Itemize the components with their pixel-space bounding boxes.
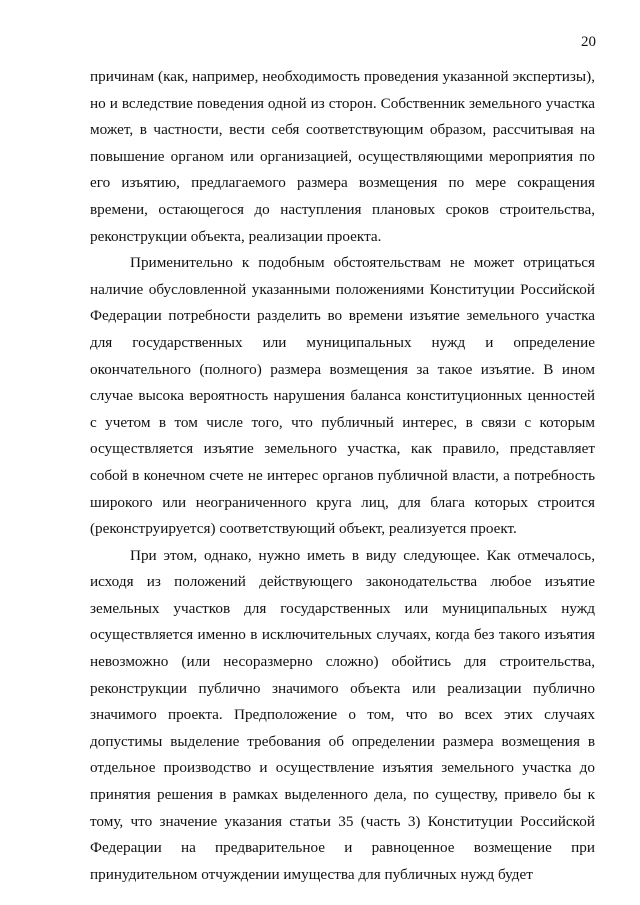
paragraph: При этом, однако, нужно иметь в виду следующее. Как отмечалось, исходя из положений действующего законодательства любое изъятие земельных участков для государственных или муниципальных нужд осуществляется именно в исключительных случаях, когда без такого изъятия невозможно (или несоразмерно сложно) обойтись для строительства, реконструкции публично значимого объекта или реализации публично значимого проекта. Предположение о том, что во всех этих случаях допустимы выделение требования об определении размера возмещения в отдельное производство и осуществление изъятия земельного участка до принятия решения в рамках выделенного дела, по существу, привело бы к тому, что значение указания статьи 35 (часть 3) Конституции Российской Федерации на предварительное и равноценное возмещение при принудительном отчуждении имущества для публичных нужд будет [90, 546, 595, 883]
paragraph: Применительно к подобным обстоятельствам не может отрицаться наличие обусловленной указанными положениями Конституции Российской Федерации потребности разделить во времени изъятие земельного участка для государственных или муниципальных нужд и определение окончательного (полного) размера возмещения за такое изъятие. В ином случае высока вероятность нарушения баланса конституционных ценностей с учетом в том числе того, что публичный интерес, в связи с которым осуществляется изъятие земельного участка, как правило, представляет собой в конечном счете не интерес органов публичной власти, а потребность широкого или неограниченного круга лиц, для блага которых строится (реконструируется) соответствующий объект, реализуется проект. [90, 254, 595, 538]
body-text [90, 64, 595, 888]
paragraph-continuation: причинам (как, например, необходимость проведения указанной экспертизы), но и вследствие поведения одной из сторон. Собственник земельного участка может, в частности, вести себя соответствующим образом, рассчитывая на повышение органом или организацией, осуществляющими мероприятия по его изъятию, предлагаемого размера возмещения по мере сокращения времени, остающегося до наступления плановых сроков строительства, реконструкции объекта, реализации проекта. [90, 68, 595, 245]
page-number: 20 [581, 34, 596, 50]
